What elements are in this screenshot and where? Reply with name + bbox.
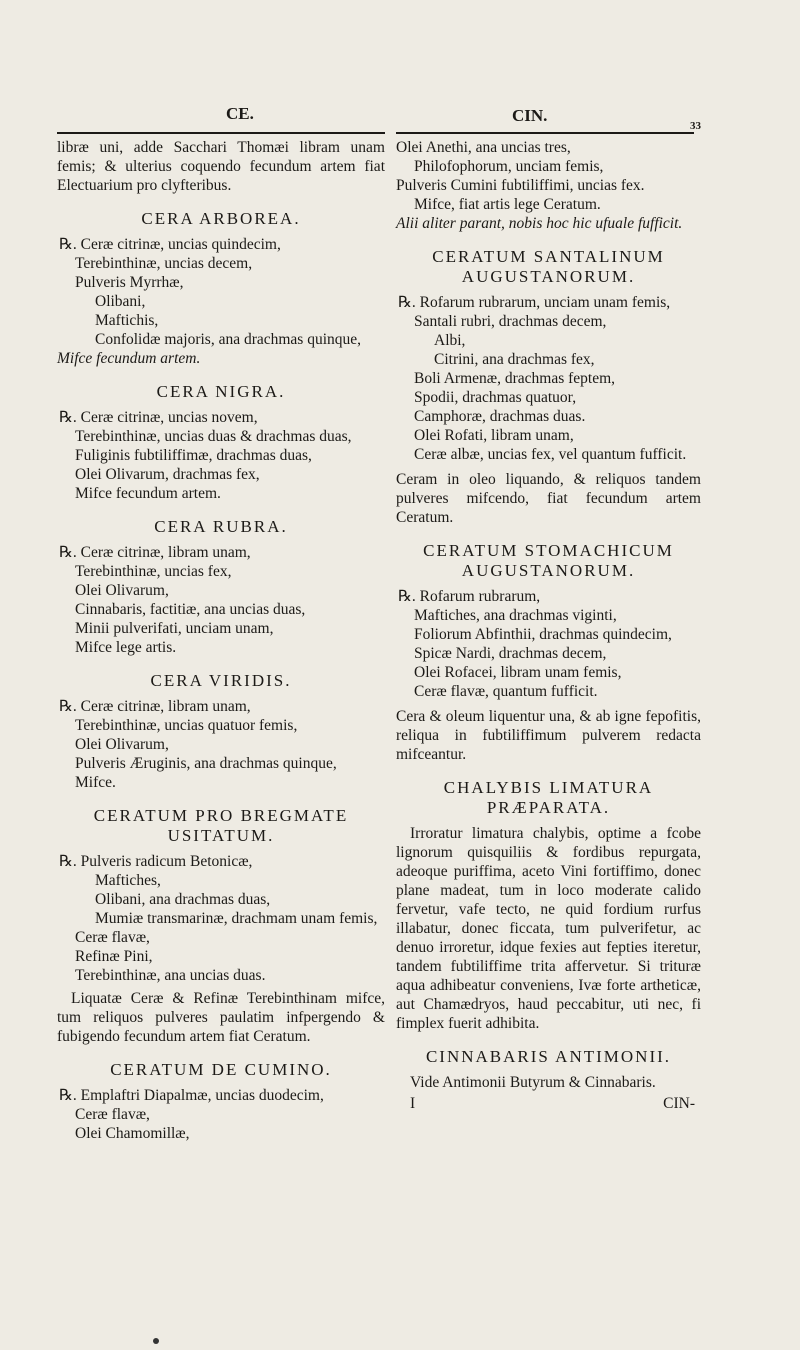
recipe-line: Ceræ albæ, uncias fex, vel quantum fufficit. [414, 446, 687, 463]
recipe-line: Albi, [434, 332, 466, 349]
section-cera-viridis [57, 671, 385, 792]
recipe-line: Olei Olivarum, [75, 736, 169, 753]
recipe-line: Maftichis, [95, 312, 159, 329]
recipe-line: ℞. Rofarum rubrarum, unciam unam femis, [398, 294, 671, 311]
section-title-line: CERATUM PRO BREGMATE [93, 806, 349, 825]
section-title: CERA ARBOREA. [141, 209, 301, 228]
recipe-line: Spodii, drachmas quatuor, [414, 389, 577, 406]
header-rule-right [396, 132, 694, 134]
right-column [396, 138, 701, 1113]
recipe-line: Terebinthinæ, uncias quatuor femis, [75, 717, 298, 734]
recipe-line: Foliorum Abfinthii, drachmas quindecim, [414, 626, 672, 643]
recipe-line: Minii pulverifati, unciam unam, [75, 620, 274, 637]
recipe-line: Ceræ flavæ, [75, 929, 150, 946]
recipe-line: Olibani, ana drachmas duas, [95, 891, 271, 908]
recipe-line: Olei Rofati, libram unam, [414, 427, 574, 444]
recipe-line: ℞. Ceræ citrinæ, libram unam, [59, 544, 251, 561]
section-ceratum-santalinum [396, 247, 701, 527]
recipe-line: Mumiæ transmarinæ, drachmam unam femis, [95, 910, 378, 927]
recipe-line: Ceræ flavæ, quantum fufficit. [414, 683, 598, 700]
section-title-line: CHALYBIS LIMATURA [443, 778, 654, 797]
recipe-line: ℞. Pulveris radicum Betonicæ, [59, 853, 253, 870]
section-paragraph: Liquatæ Ceræ & Refinæ Terebinthinam mifce, tum reliquos pulveres paulatim infpergendo & fubigendo fecundum artem fiat Ceratum. [57, 990, 385, 1045]
section-subtitle: PRÆPARATA. [486, 798, 611, 817]
section-title [396, 778, 701, 818]
signature-mark: I [410, 1095, 416, 1112]
section-paragraph: Cera & oleum liquentur una, & ab igne fepofitis, reliqua in fubtiliffimum pulverem redacta mifceantur. [396, 708, 701, 763]
ink-speck [153, 1338, 159, 1344]
left-column [57, 138, 385, 1143]
header-rule-left [57, 132, 385, 134]
recipe-line: Terebinthinæ, ana uncias duas. [75, 967, 266, 984]
section-cera-rubra [57, 517, 385, 657]
recipe-line: Mifce. [75, 774, 116, 791]
recipe-line: Mifce, fiat artis lege Ceratum. [414, 196, 601, 213]
recipe-line: Terebinthinæ, uncias duas & drachmas duas, [75, 428, 352, 445]
section-title-line: CERATUM STOMACHICUM [423, 541, 674, 560]
recipe-line: Confolidæ majoris, ana drachmas quinque, [95, 331, 362, 348]
section-title: CERA RUBRA. [154, 517, 288, 536]
section-cera-nigra [57, 382, 385, 503]
recipe-line: Olei Chamomillæ, [75, 1125, 190, 1142]
recipe-line: Maftiches, ana drachmas viginti, [414, 607, 617, 624]
recipe-line: ℞. Ceræ citrinæ, uncias novem, [59, 409, 258, 426]
section-title: CINNABARIS ANTIMONII. [425, 1047, 672, 1066]
section-title [57, 806, 385, 846]
section-chalybis-limatura [396, 778, 701, 1033]
section-title: CERA VIRIDIS. [150, 671, 292, 690]
running-header [60, 104, 700, 130]
section-paragraph: Vide Antimonii Butyrum & Cinnabaris. [410, 1074, 656, 1091]
recipe-line: Santali rubri, drachmas decem, [414, 313, 607, 330]
recipe-line: Olei Olivarum, drachmas fex, [75, 466, 260, 483]
recipe-line: ℞. Ceræ citrinæ, libram unam, [59, 698, 251, 715]
recipe-line: Mifce fecundum artem. [75, 485, 221, 502]
italic-note: Alii aliter parant, nobis hoc hic ufuale fufficit. [396, 215, 683, 232]
page-number: 33 [690, 120, 701, 132]
section-title [396, 541, 701, 581]
recipe-line: ℞. Rofarum rubrarum, [398, 588, 541, 605]
recipe-line: Olei Anethi, ana uncias tres, [396, 139, 571, 156]
recipe-line: Spicæ Nardi, drachmas decem, [414, 645, 607, 662]
recipe-line: Refinæ Pini, [75, 948, 153, 965]
header-left: CE. [226, 104, 254, 123]
page-footer [396, 1094, 701, 1113]
catchword: CIN- [663, 1095, 695, 1112]
section-title [396, 247, 701, 287]
section-paragraph: Ceram in oleo liquando, & reliquos tandem pulveres mifcendo, fiat fecundum artem Ceratum. [396, 471, 701, 526]
section-cera-arborea [57, 209, 385, 368]
section-subtitle: AUGUSTANORUM. [461, 267, 636, 286]
section-title-line: CERATUM SANTALINUM [432, 247, 665, 266]
recipe-line: Olei Rofacei, libram unam femis, [414, 664, 622, 681]
header-right: CIN. [512, 106, 548, 125]
recipe-line: Mifce fecundum artem. [57, 350, 201, 367]
recipe-line: Boli Armenæ, drachmas feptem, [414, 370, 616, 387]
recipe-line: Terebinthinæ, uncias fex, [75, 563, 232, 580]
section-title: CERATUM DE CUMINO. [110, 1060, 332, 1079]
section-cinnabaris-antimonii [396, 1047, 701, 1092]
recipe-line: Pulveris Myrrhæ, [75, 274, 184, 291]
recipe-line: Fuliginis fubtiliffimæ, drachmas duas, [75, 447, 312, 464]
section-ceratum-pro-bregmate [57, 806, 385, 1046]
recipe-line: Pulveris Cumini fubtiliffimi, uncias fex. [396, 177, 645, 194]
recipe-line: Terebinthinæ, uncias decem, [75, 255, 253, 272]
recipe-line: Cinnabaris, factitiæ, ana uncias duas, [75, 601, 306, 618]
section-paragraph: Irroratur limatura chalybis, optime a fcobe lignorum quisquiliis & fordibus repurgata, adeoque puriffima, aceto Vini fortiffimo, donec plane madeat, tum in loco moderate calido fervetur, vafe tecto, ne quid fordium rurfus illabatur, donec ficcata, tum pulverifetur, ac denuo irroretur, idque fexies aut fepties iteretur, tandem fubtiliffime trita affervetur. Si trituræ aqua adhibeatur conveniens, Ivæ forte artheticæ, aut Chamædryos, haud peccabitur, uti nec, fi fimplex fuerit adhibita. [396, 825, 701, 1032]
recipe-line: Olei Olivarum, [75, 582, 169, 599]
recipe-line: Camphoræ, drachmas duas. [414, 408, 586, 425]
section-subtitle: AUGUSTANORUM. [461, 561, 636, 580]
recipe-line: Ceræ flavæ, [75, 1106, 150, 1123]
section-ceratum-de-cumino [57, 1060, 385, 1143]
recipe-line: ℞. Emplaftri Diapalmæ, uncias duodecim, [59, 1087, 324, 1104]
recipe-line: Olibani, [95, 293, 146, 310]
section-title: CERA NIGRA. [156, 382, 286, 401]
recipe-line: Pulveris Æruginis, ana drachmas quinque, [75, 755, 337, 772]
recipe-line: Maftiches, [95, 872, 161, 889]
recipe-line: Philofophorum, unciam femis, [414, 158, 604, 175]
left-intro: libræ uni, adde Sacchari Thomæi libram unam femis; & ulterius coquendo fecundum artem fiat Electuarium pro clyfteribus. [57, 139, 385, 194]
section-subtitle: USITATUM. [167, 826, 275, 845]
recipe-line: ℞. Ceræ citrinæ, uncias quindecim, [59, 236, 281, 253]
recipe-line: Citrini, ana drachmas fex, [434, 351, 595, 368]
recipe-line: Mifce lege artis. [75, 639, 177, 656]
section-ceratum-stomachicum [396, 541, 701, 764]
